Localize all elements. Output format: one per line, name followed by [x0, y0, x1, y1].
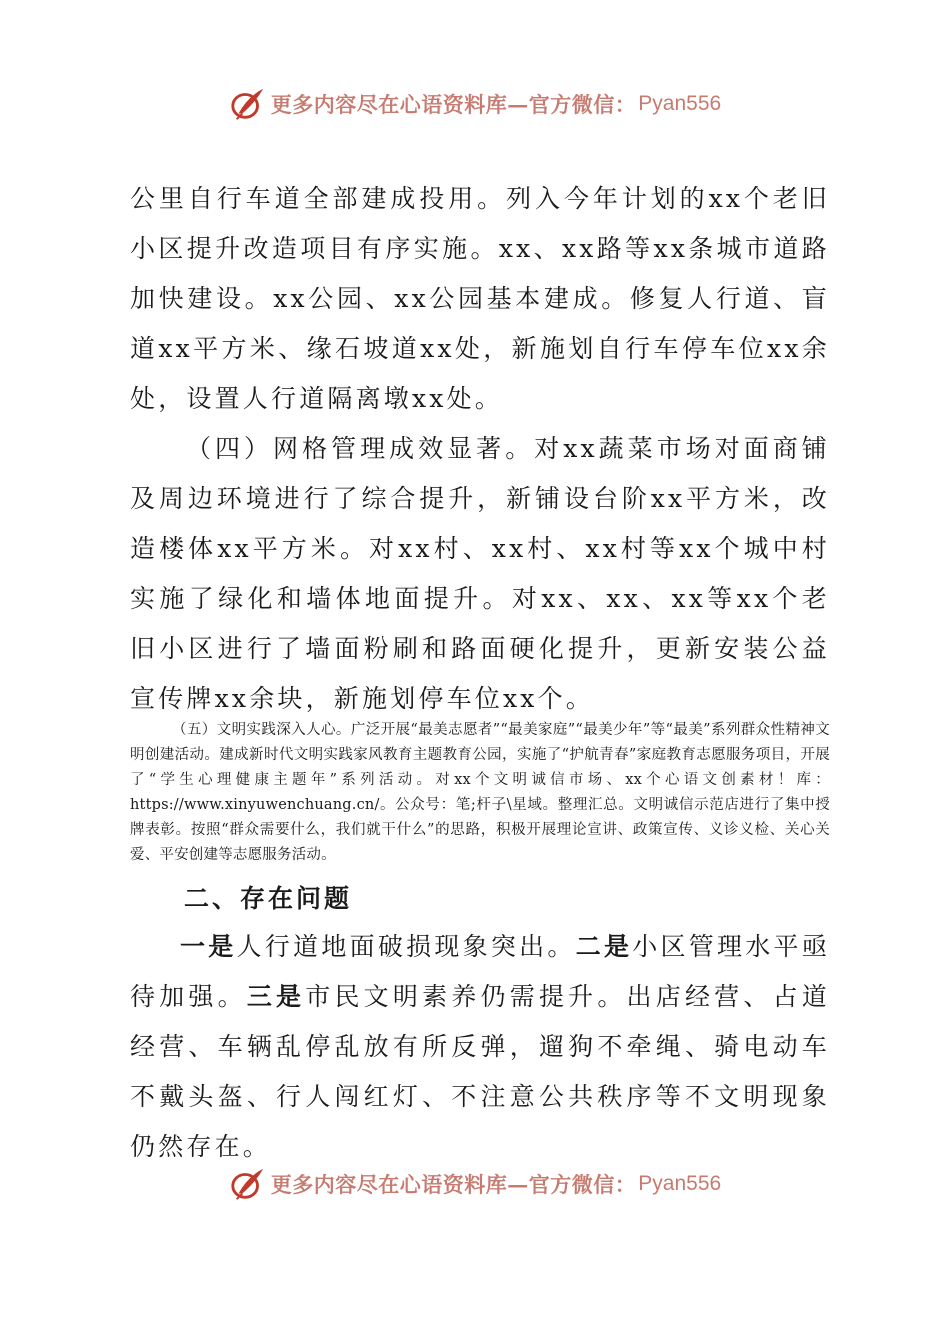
footer-banner — [0, 1164, 950, 1204]
quill-logo-icon — [229, 1165, 267, 1203]
section-heading: 二、存在问题 — [184, 884, 353, 913]
header-banner — [0, 84, 950, 124]
paragraph-problems — [130, 922, 830, 1172]
banner-wechat-id: Pyan556 — [638, 1172, 722, 1195]
problem-label-1: 一是 — [180, 932, 237, 961]
paragraph-1: 公里自行车道全部建成投用。列入今年计划的xx个老旧小区提升改造项目有序实施。xx、xx路等xx条城市道路加快建设。xx公园、xx公园基本建成。修复人行道、盲道xx平方米、缘石坡道xx处，新施划自行车停车位xx余处，设置人行道隔离墩xx处。 — [130, 184, 830, 413]
paragraph-2: （四）网格管理成效显著。对xx蔬菜市场对面商铺及周边环境进行了综合提升，新铺设台阶xx平方米，改造楼体xx平方米。对xx村、xx村、xx村等xx个城中村实施了绿化和墙体地面提升。对xx、xx、xx等xx个老旧小区进行了墙面粉刷和路面硬化提升，更新安装公益宣传牌xx余块，新施划停车位xx个。 — [130, 434, 830, 713]
banner-text: 更多内容尽在心语资料库—官方微信： — [270, 1172, 637, 1197]
banner-wechat-id: Pyan556 — [638, 92, 722, 115]
banner-text: 更多内容尽在心语资料库—官方微信： — [270, 92, 637, 117]
problem-label-2: 二是 — [575, 932, 633, 961]
problem-text-1: 人行道地面破损现象突出。 — [236, 932, 576, 961]
problem-text-3: 市民文明素养仍需提升。出店经营、占道经营、车辆乱停乱放有所反弹，遛狗不牵绳、骑电动车不戴头盔、行人闯红灯、不注意公共秩序等不文明现象仍然存在。 — [130, 982, 830, 1161]
paragraph-3: （五）文明实践深入人心。广泛开展“最美志愿者”“最美家庭”“最美少年”等“最美”系列群众性精神文明创建活动。建成新时代文明实践家风教育主题教育公园，实施了“护航青春”家庭教育志愿服务项目，开展了“学生心理健康主题年”系列活动。对xx个文明诚信市场、xx个心语文创素材！库：https://www.xinyuwenchuang.cn/。公众号：笔;杆子\星域。整理汇总。文明诚信示范店进行了集中授牌表彰。按照“群众需要什么，我们就干什么”的思路，积极开展理论宣讲、政策宣传、义诊义检、关心关爱、平安创建等志愿服务活动。 — [130, 722, 830, 863]
problem-text-2: 小区管理水平亟待加强。 — [130, 932, 830, 1011]
problem-label-3: 三是 — [246, 982, 306, 1011]
quill-logo-icon — [229, 85, 267, 123]
